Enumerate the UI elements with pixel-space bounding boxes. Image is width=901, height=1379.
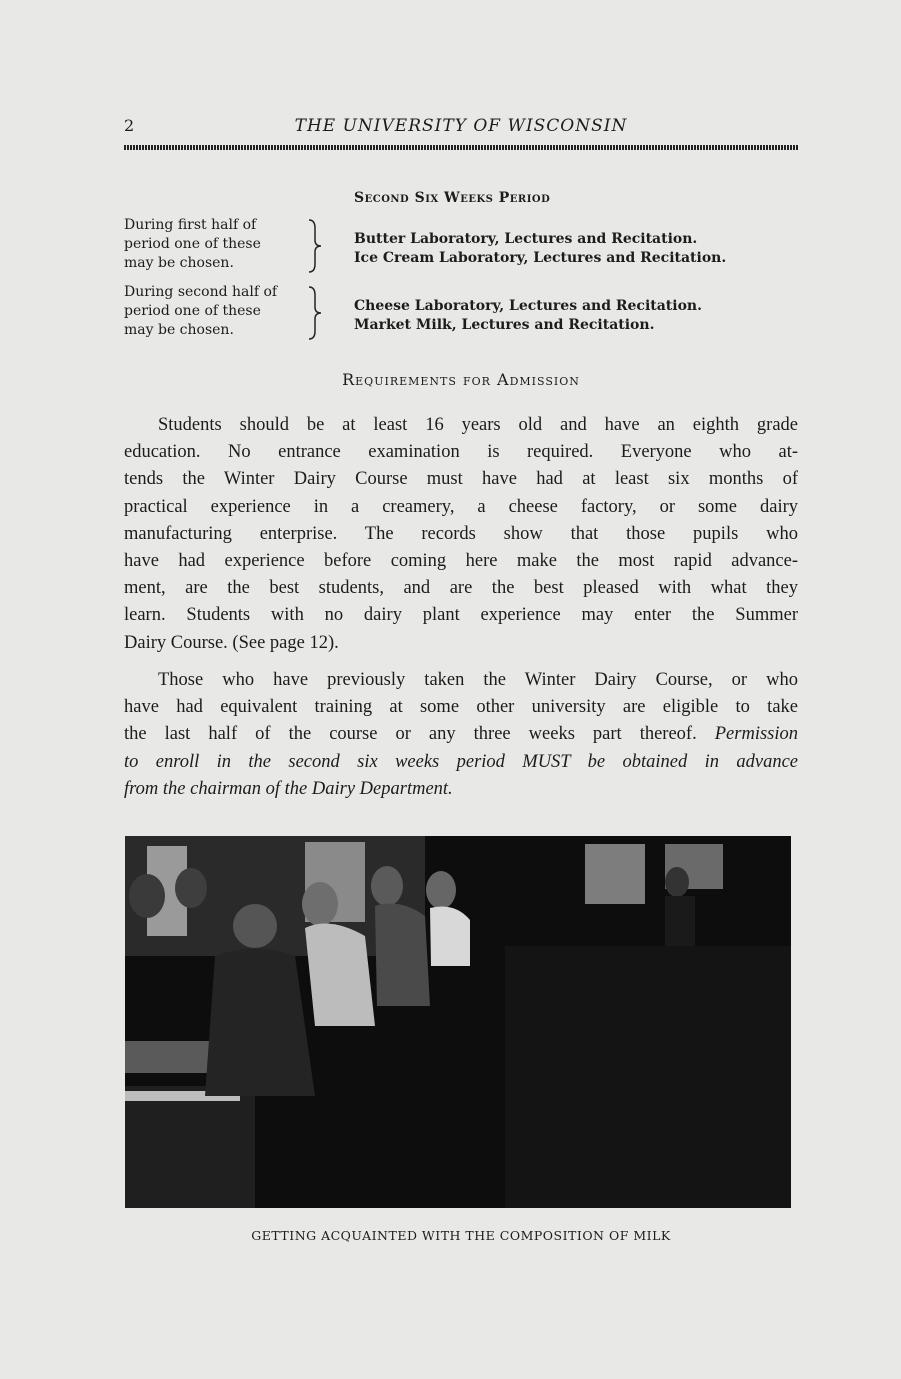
text-line: have had equivalent training at some other university are eligible to take <box>124 697 798 718</box>
page-number: 2 <box>124 116 135 135</box>
paragraph-admission <box>124 412 798 657</box>
right-brace-icon <box>307 218 327 274</box>
note-line: may be chosen. <box>124 255 234 271</box>
course-item: Market Milk, Lectures and Recitation. <box>354 317 655 333</box>
course-item: Cheese Laboratory, Lectures and Recitation. <box>354 298 702 314</box>
laboratory-photograph <box>125 836 791 1208</box>
note-line: period one of these <box>124 303 261 319</box>
text-line: ment, are the best students, and are the best pleased with what they <box>124 578 798 599</box>
emphasis-line: to enroll in the second six weeks period MUST be obtained in advance <box>124 751 798 772</box>
running-header <box>124 116 798 138</box>
emphasis-text: Permission <box>714 724 798 745</box>
course-item: Ice Cream Laboratory, Lectures and Recitation. <box>354 250 727 266</box>
text-line: practical experience in a creamery, a cheese factory, or some dairy <box>124 496 798 517</box>
text-line: manufacturing enterprise. The records show that those pupils who <box>124 523 798 544</box>
text-line: Those who have previously taken the Winter Dairy Course, or who <box>158 670 798 690</box>
text-line: learn. Students with no dairy plant experience may enter the Summer <box>124 605 798 626</box>
text-line: Dairy Course. (See page 12). <box>124 632 339 653</box>
photo-illustration <box>125 836 791 1208</box>
note-line: During first half of <box>124 217 257 233</box>
photo-caption: GETTING ACQUAINTED WITH THE COMPOSITION OF MILK <box>251 1228 671 1243</box>
text-line: have had experience before coming here make the most rapid advance- <box>124 551 798 572</box>
running-title: THE UNIVERSITY OF WISCONSIN <box>294 116 628 136</box>
text-line: Students should be at least 16 years old and have an eighth grade <box>158 415 798 435</box>
note-line: period one of these <box>124 236 261 252</box>
emphasis-line: from the chairman of the Dairy Department. <box>124 778 453 799</box>
right-brace-icon <box>307 285 327 341</box>
section-title: Requirements for Admission <box>342 370 580 389</box>
note-line: During second half of <box>124 284 278 300</box>
schedule-heading: Second Six Weeks Period <box>354 190 551 206</box>
text-line: tends the Winter Dairy Course must have had at least six months of <box>124 469 798 490</box>
text-line <box>124 721 798 748</box>
selection-note <box>124 216 306 273</box>
course-list <box>354 297 702 335</box>
header-rule <box>124 145 798 150</box>
text-run: the last half of the course or any three weeks part thereof. <box>124 724 697 745</box>
paragraph-previous-students <box>124 667 798 803</box>
selection-note <box>124 283 306 340</box>
note-line: may be chosen. <box>124 322 234 338</box>
course-list <box>354 230 726 268</box>
text-line: education. No entrance examination is required. Everyone who at- <box>124 442 798 463</box>
course-item: Butter Laboratory, Lectures and Recitation. <box>354 231 698 247</box>
